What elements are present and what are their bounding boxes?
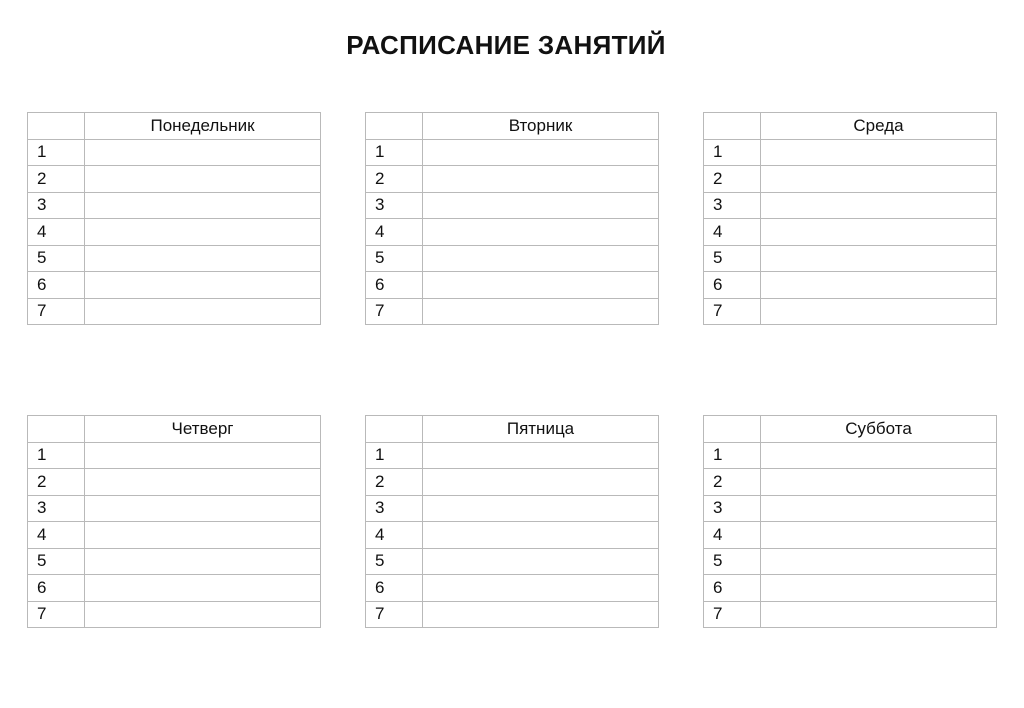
lesson-slot[interactable] xyxy=(423,601,659,628)
header-corner-cell xyxy=(366,416,423,443)
table-row xyxy=(366,601,659,628)
lesson-slot[interactable] xyxy=(423,575,659,602)
lesson-slot[interactable] xyxy=(423,245,659,272)
lesson-slot[interactable] xyxy=(761,548,997,575)
lesson-number: 2 xyxy=(366,166,423,193)
lesson-slot[interactable] xyxy=(423,469,659,496)
lesson-slot[interactable] xyxy=(761,245,997,272)
lesson-slot[interactable] xyxy=(761,522,997,549)
schedule-table-thursday xyxy=(27,415,321,628)
lesson-number: 7 xyxy=(704,298,761,325)
lesson-slot[interactable] xyxy=(85,575,321,602)
lesson-slot[interactable] xyxy=(423,495,659,522)
table-row xyxy=(366,469,659,496)
table-row xyxy=(28,601,321,628)
table-row xyxy=(28,272,321,299)
table-row xyxy=(704,298,997,325)
table-header-row xyxy=(704,113,997,140)
lesson-slot[interactable] xyxy=(85,548,321,575)
schedule-table-monday xyxy=(27,112,321,325)
lesson-slot[interactable] xyxy=(85,219,321,246)
table-row xyxy=(366,219,659,246)
lesson-slot[interactable] xyxy=(85,272,321,299)
lesson-slot[interactable] xyxy=(761,166,997,193)
lesson-number: 3 xyxy=(28,192,85,219)
table-row xyxy=(28,495,321,522)
header-corner-cell xyxy=(28,113,85,140)
table-row xyxy=(28,166,321,193)
lesson-slot[interactable] xyxy=(423,166,659,193)
lesson-number: 4 xyxy=(704,219,761,246)
lesson-number: 1 xyxy=(366,139,423,166)
day-name: Пятница xyxy=(423,416,659,443)
header-corner-cell xyxy=(704,113,761,140)
lesson-number: 7 xyxy=(366,298,423,325)
table-row xyxy=(704,192,997,219)
day-name: Вторник xyxy=(423,113,659,140)
lesson-slot[interactable] xyxy=(423,272,659,299)
lesson-slot[interactable] xyxy=(761,442,997,469)
lesson-number: 6 xyxy=(28,575,85,602)
lesson-slot[interactable] xyxy=(85,166,321,193)
lesson-number: 4 xyxy=(28,219,85,246)
table-row xyxy=(366,166,659,193)
lesson-slot[interactable] xyxy=(761,601,997,628)
table-row xyxy=(28,442,321,469)
lesson-number: 3 xyxy=(28,495,85,522)
lesson-number: 7 xyxy=(366,601,423,628)
lesson-number: 6 xyxy=(366,575,423,602)
lesson-number: 1 xyxy=(704,139,761,166)
lesson-slot[interactable] xyxy=(761,495,997,522)
lesson-number: 7 xyxy=(28,601,85,628)
table-row xyxy=(366,298,659,325)
lesson-number: 5 xyxy=(704,548,761,575)
lesson-number: 3 xyxy=(366,495,423,522)
lesson-number: 1 xyxy=(28,442,85,469)
table-row xyxy=(366,272,659,299)
table-row xyxy=(366,442,659,469)
lesson-number: 3 xyxy=(704,192,761,219)
lesson-number: 1 xyxy=(366,442,423,469)
day-name: Понедельник xyxy=(85,113,321,140)
lesson-number: 4 xyxy=(366,219,423,246)
table-row xyxy=(704,495,997,522)
lesson-number: 7 xyxy=(704,601,761,628)
table-row xyxy=(704,548,997,575)
lesson-number: 7 xyxy=(28,298,85,325)
table-row xyxy=(366,245,659,272)
lesson-number: 1 xyxy=(28,139,85,166)
table-row xyxy=(704,245,997,272)
table-row xyxy=(366,575,659,602)
lesson-number: 2 xyxy=(366,469,423,496)
table-row xyxy=(28,139,321,166)
table-row xyxy=(704,139,997,166)
table-header-row xyxy=(28,113,321,140)
table-row xyxy=(366,548,659,575)
lesson-number: 4 xyxy=(366,522,423,549)
lesson-number: 5 xyxy=(366,245,423,272)
lesson-slot[interactable] xyxy=(761,219,997,246)
table-row xyxy=(704,522,997,549)
table-row xyxy=(704,601,997,628)
lesson-number: 5 xyxy=(28,548,85,575)
lesson-slot[interactable] xyxy=(423,139,659,166)
lesson-slot[interactable] xyxy=(761,139,997,166)
table-header-row xyxy=(704,416,997,443)
table-header-row xyxy=(366,113,659,140)
header-corner-cell xyxy=(704,416,761,443)
lesson-slot[interactable] xyxy=(85,245,321,272)
table-row xyxy=(366,522,659,549)
table-row xyxy=(704,166,997,193)
table-row xyxy=(704,442,997,469)
table-row xyxy=(366,139,659,166)
lesson-number: 5 xyxy=(704,245,761,272)
page-title: РАСПИСАНИЕ ЗАНЯТИЙ xyxy=(346,30,666,60)
lesson-slot[interactable] xyxy=(85,139,321,166)
lesson-slot[interactable] xyxy=(761,469,997,496)
lesson-slot[interactable] xyxy=(423,192,659,219)
table-row xyxy=(28,245,321,272)
table-row xyxy=(704,272,997,299)
lesson-slot[interactable] xyxy=(423,548,659,575)
lesson-number: 2 xyxy=(28,166,85,193)
table-row xyxy=(28,575,321,602)
lesson-slot[interactable] xyxy=(85,522,321,549)
lesson-slot[interactable] xyxy=(85,442,321,469)
table-row xyxy=(366,495,659,522)
lesson-number: 3 xyxy=(366,192,423,219)
table-row xyxy=(28,522,321,549)
table-header-row xyxy=(28,416,321,443)
lesson-slot[interactable] xyxy=(423,442,659,469)
day-name: Среда xyxy=(761,113,997,140)
table-row xyxy=(28,469,321,496)
lesson-number: 6 xyxy=(366,272,423,299)
lesson-slot[interactable] xyxy=(423,219,659,246)
table-row xyxy=(28,298,321,325)
lesson-slot[interactable] xyxy=(423,522,659,549)
lesson-slot[interactable] xyxy=(761,298,997,325)
lesson-slot[interactable] xyxy=(85,298,321,325)
lesson-number: 2 xyxy=(28,469,85,496)
table-row xyxy=(704,575,997,602)
header-corner-cell xyxy=(366,113,423,140)
lesson-number: 3 xyxy=(704,495,761,522)
day-name: Четверг xyxy=(85,416,321,443)
lesson-slot[interactable] xyxy=(423,298,659,325)
lesson-number: 2 xyxy=(704,166,761,193)
lesson-number: 5 xyxy=(28,245,85,272)
header-corner-cell xyxy=(28,416,85,443)
table-row xyxy=(366,192,659,219)
table-row xyxy=(28,219,321,246)
day-name: Суббота xyxy=(761,416,997,443)
lesson-number: 2 xyxy=(704,469,761,496)
lesson-slot[interactable] xyxy=(761,575,997,602)
lesson-number: 5 xyxy=(366,548,423,575)
lesson-slot[interactable] xyxy=(85,495,321,522)
schedule-table-tuesday xyxy=(365,112,659,325)
table-header-row xyxy=(366,416,659,443)
lesson-number: 6 xyxy=(704,272,761,299)
schedule-table-friday xyxy=(365,415,659,628)
lesson-slot[interactable] xyxy=(85,601,321,628)
table-row xyxy=(704,219,997,246)
table-row xyxy=(28,548,321,575)
schedule-table-saturday xyxy=(703,415,997,628)
lesson-number: 6 xyxy=(704,575,761,602)
lesson-slot[interactable] xyxy=(761,192,997,219)
lesson-number: 4 xyxy=(704,522,761,549)
table-row xyxy=(28,192,321,219)
lesson-number: 1 xyxy=(704,442,761,469)
lesson-slot[interactable] xyxy=(85,192,321,219)
lesson-number: 6 xyxy=(28,272,85,299)
table-row xyxy=(704,469,997,496)
lesson-number: 4 xyxy=(28,522,85,549)
lesson-slot[interactable] xyxy=(761,272,997,299)
schedule-table-wednesday xyxy=(703,112,997,325)
lesson-slot[interactable] xyxy=(85,469,321,496)
